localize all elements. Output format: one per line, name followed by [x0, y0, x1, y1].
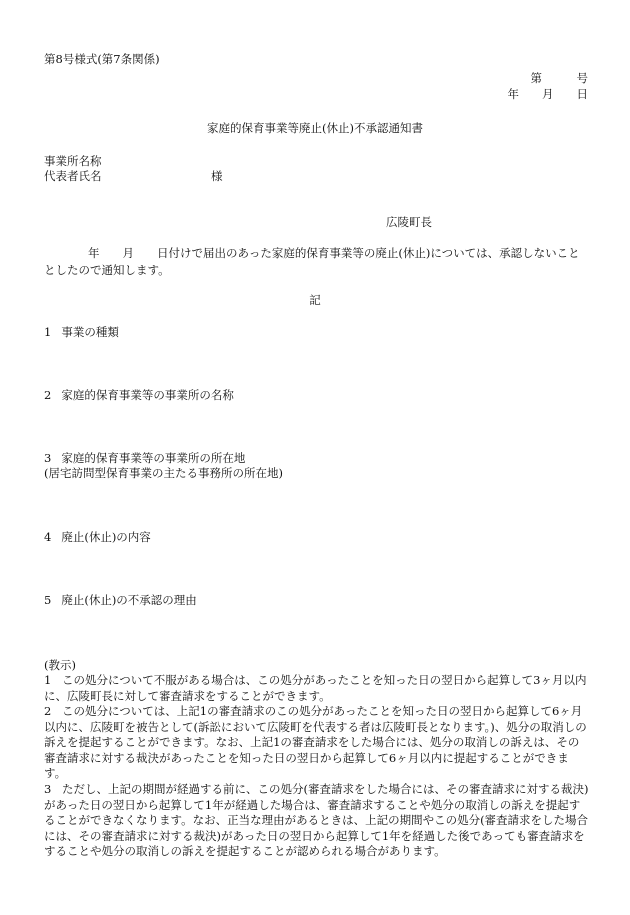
- item-label: 家庭的保育事業等の事業所の所在地: [61, 451, 246, 465]
- notice-number: 2: [44, 704, 52, 718]
- notice-item-2: [44, 704, 590, 782]
- item-label: 廃止(休止)の内容: [61, 530, 151, 544]
- item-1: [44, 324, 119, 340]
- item-4: [44, 529, 151, 545]
- notice-item-3: [44, 782, 590, 860]
- item-label: 事業の種類: [61, 325, 119, 339]
- notice-number: 1: [44, 673, 52, 687]
- notice-text: ただし、上記の期間が経過する前に、この処分(審査請求をした場合には、その審査請求に対する裁決)があった日の翌日から起算して1年が経過した場合は、審査請求することや処分の取消しの訴えを提起することができなくなります。なお、正当な理由があるときは、上記の期間やこの処分(審査請求をした場合には、その審査請求に対する裁決)があった日の翌日から起算して1年を経過した後であっても審査請求をすることや処分の取消しの訴えを提起することが認められる場合があります。: [44, 782, 589, 859]
- notice-heading: (教示): [44, 658, 76, 672]
- document-number: 第 号: [530, 71, 588, 85]
- notice-text: この処分については、上記1の審査請求のこの処分があったことを知った日の翌日から起算して6ヶ月以内に、広陵町を被告として(訴訟において広陵町を代表する者は広陵町長となります。)、処分の取消しの訴えを提起することができます。なお、上記1の審査請求をした場合には、処分の取消しの訴えは、その審査請求に対する裁決があったことを知った日の翌日から起算して6ヶ月以内に提起することができます。: [44, 704, 587, 781]
- item-label: 廃止(休止)の不承認の理由: [61, 593, 197, 607]
- item-5: [44, 592, 197, 608]
- item-3-sub: (居宅訪問型保育事業の主たる事務所の所在地): [44, 466, 283, 480]
- item-number: 3: [44, 451, 52, 465]
- item-number: 2: [44, 388, 52, 402]
- ki-heading: 記: [309, 293, 321, 307]
- body-text: 年 月 日付けで届出のあった家庭的保育事業等の廃止(休止)については、承認しないこととしたので通知します。: [44, 246, 580, 277]
- item-number: 4: [44, 530, 52, 544]
- sender: 広陵町長: [386, 215, 432, 229]
- item-number: 5: [44, 593, 52, 607]
- office-name-label: 事業所名称: [44, 154, 102, 168]
- notice-item-1: [44, 673, 590, 704]
- date-line: 年 月 日: [507, 87, 588, 101]
- document-title: 家庭的保育事業等廃止(休止)不承認通知書: [207, 121, 423, 135]
- item-label: 家庭的保育事業等の事業所の名称: [61, 388, 234, 402]
- form-number: 第8号様式(第7条関係): [44, 52, 160, 66]
- notice-number: 3: [44, 782, 52, 796]
- representative-label: 代表者氏名: [44, 169, 102, 183]
- item-3: [44, 450, 245, 466]
- item-number: 1: [44, 325, 52, 339]
- item-2: [44, 387, 234, 403]
- honorific: 様: [211, 169, 223, 183]
- notice-text: この処分について不服がある場合は、この処分があったことを知った日の翌日から起算して3ヶ月以内に、広陵町長に対して審査請求をすることができます。: [44, 673, 587, 703]
